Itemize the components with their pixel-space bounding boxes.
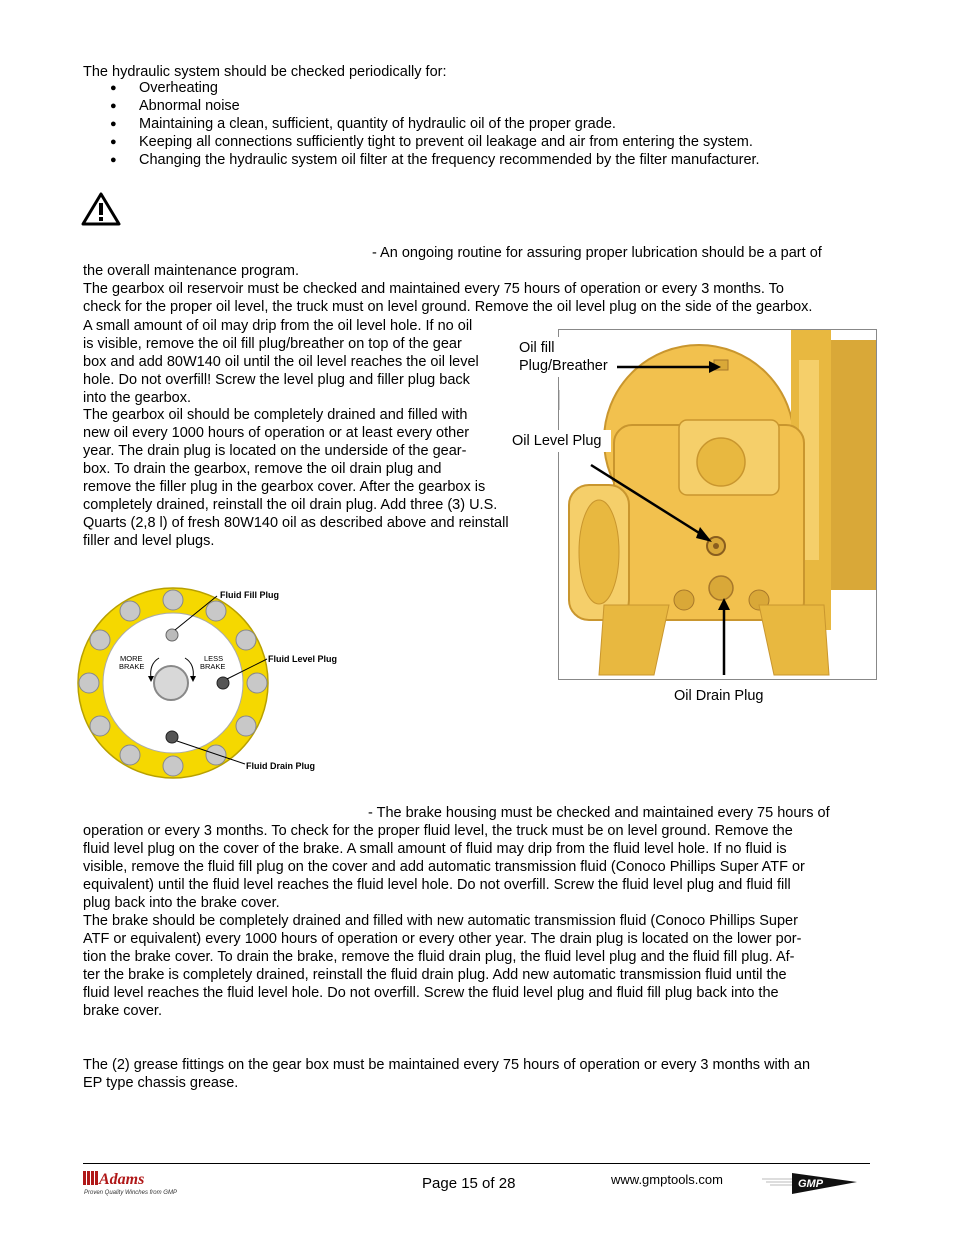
brake-line: visible, remove the fluid fill plug on the cover and add automatic transmission fluid (Conoco Phillips Super ATF or <box>83 859 805 875</box>
gearbox-line: A small amount of oil may drip from the oil level hole. If no oil <box>83 318 473 334</box>
list-item: ● Overheating <box>110 79 760 97</box>
gearbox-line: remove the filler plug in the gearbox cover. After the gearbox is <box>83 479 486 495</box>
brake-line: The brake should be completely drained and filled with new automatic transmission fluid (Conoco Phillips Super <box>83 913 798 929</box>
brake-line: fluid level reaches the fluid level hole. Do not overfill. Screw the fluid level plug and fluid fill plug back into the <box>83 985 779 1001</box>
gearbox-illustration <box>559 330 876 679</box>
more-brake-label-2: BRAKE <box>119 662 145 671</box>
fluid-level-plug-label: Fluid Level Plug <box>268 654 338 664</box>
gearbox-line: Quarts (2,8 l) of fresh 80W140 oil as described above and reinstall <box>83 515 509 531</box>
oil-fill-callout: Oil fill <box>519 340 555 356</box>
more-brake-label: MORE <box>120 654 143 663</box>
gearbox-line: The gearbox oil should be completely drained and filled with <box>83 407 468 423</box>
intro-lead: The hydraulic system should be checked periodically for: <box>83 64 447 80</box>
gearbox-line: year. The drain plug is located on the underside of the gear- <box>83 443 467 459</box>
brake-heading-tail: - The brake housing must be checked and maintained every 75 hours of <box>368 805 830 821</box>
gearbox-line: is visible, remove the oil fill plug/breather on top of the gear <box>83 336 462 352</box>
oil-fill-callout-2: Plug/Breather <box>519 358 608 374</box>
brake-line: fluid level plug on the cover of the brake. A small amount of fluid may drip from the fluid level hole. If no fluid is <box>83 841 787 857</box>
fluid-drain-plug-label: Fluid Drain Plug <box>246 761 315 771</box>
less-brake-label: LESS <box>204 654 224 663</box>
gearbox-photo <box>558 329 877 680</box>
gearbox-line: filler and level plugs. <box>83 533 215 549</box>
fluid-fill-plug-label: Fluid Fill Plug <box>220 590 279 600</box>
page-number: Page 15 of 28 <box>422 1175 516 1192</box>
checklist <box>110 79 760 169</box>
brake-line: plug back into the brake cover. <box>83 895 280 911</box>
list-item: ● Maintaining a clean, sufficient, quantity of hydraulic oil of the proper grade. <box>110 115 760 133</box>
gearbox-line: box and add 80W140 oil until the oil level reaches the oil level <box>83 354 479 370</box>
list-item: ● Abnormal noise <box>110 97 760 115</box>
grease-line: The (2) grease fittings on the gear box must be maintained every 75 hours of operation or every 3 months with an <box>83 1057 811 1073</box>
brake-line: equivalent) until the fluid level reaches the fluid level hole. Do not overfill. Screw the fluid level plug and fluid fill <box>83 877 791 893</box>
list-item: ● Keeping all connections sufficiently tight to prevent oil leakage and air from entering the system. <box>110 133 760 151</box>
warning-triangle-icon <box>81 192 121 226</box>
gearbox-line: The gearbox oil reservoir must be checked and maintained every 75 hours of operation or every 3 months. To <box>83 281 784 297</box>
gearbox-line: the overall maintenance program. <box>83 263 300 279</box>
gearbox-heading-tail: - An ongoing routine for assuring proper lubrication should be a part of <box>372 245 822 261</box>
brake-line: ATF or equivalent) every 1000 hours of operation or every other year. The drain plug is located on the lower por- <box>83 931 802 947</box>
gearbox-line: completely drained, reinstall the oil drain plug. Add three (3) U.S. <box>83 497 498 513</box>
adams-tagline: Proven Quality Winches from GMP <box>84 1190 177 1196</box>
gearbox-line: into the gearbox. <box>83 390 192 406</box>
brake-line: operation or every 3 months. To check for the proper fluid level, the truck must be on level ground. Remove the <box>83 823 793 839</box>
gmp-wordmark: GMP <box>798 1178 824 1190</box>
brake-cover-diagram <box>75 580 375 780</box>
brake-line: tion the brake cover. To drain the brake, remove the fluid drain plug, the fluid level plug and the fluid fill plug. Af- <box>83 949 795 965</box>
gearbox-line: check for the proper oil level, the truck must on level ground. Remove the oil level plug on the side of the gearbox. <box>83 299 813 315</box>
less-brake-label-2: BRAKE <box>200 662 226 671</box>
website-url: www.gmptools.com <box>611 1172 723 1187</box>
footer-divider <box>83 1163 870 1164</box>
oil-drain-callout: Oil Drain Plug <box>674 688 764 704</box>
gearbox-line: box. To drain the gearbox, remove the oil drain plug and <box>83 461 442 477</box>
gearbox-line: hole. Do not overfill! Screw the level plug and filler plug back <box>83 372 470 388</box>
brake-line: brake cover. <box>83 1003 162 1019</box>
grease-line: EP type chassis grease. <box>83 1075 239 1091</box>
oil-level-callout: Oil Level Plug <box>512 433 602 449</box>
adams-logo <box>83 1167 183 1197</box>
gmp-logo <box>762 1169 862 1197</box>
gearbox-line: new oil every 1000 hours of operation or at least every other <box>83 425 470 441</box>
list-item: ● Changing the hydraulic system oil filter at the frequency recommended by the filter manufacturer. <box>110 151 760 169</box>
brake-line: ter the brake is completely drained, reinstall the fluid drain plug. Add new automatic transmission fluid until the <box>83 967 787 983</box>
adams-wordmark: Adams <box>99 1171 145 1188</box>
